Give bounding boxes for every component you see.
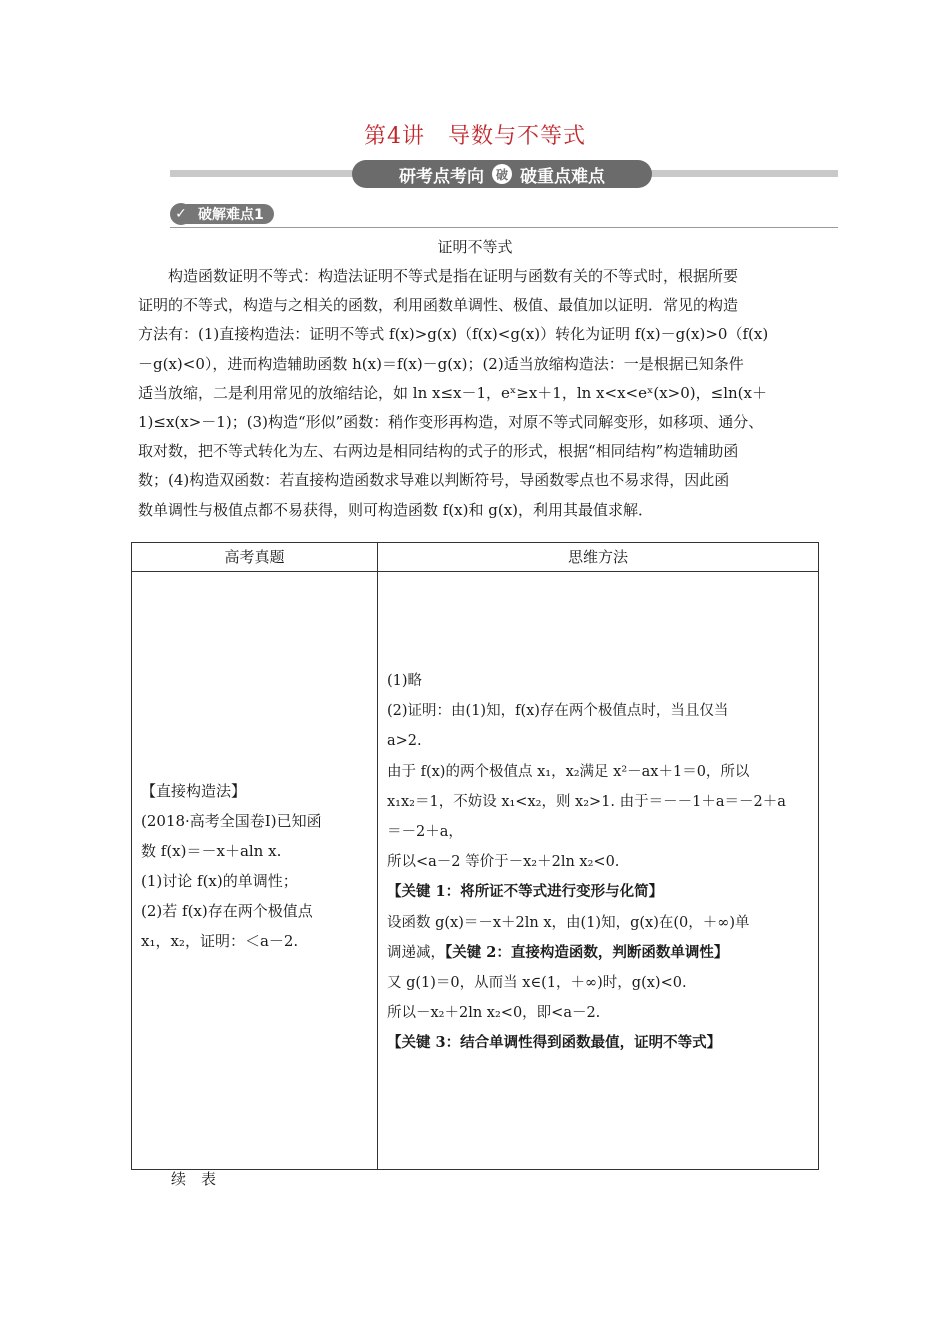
key-point-1: 【关键 1：将所证不等式进行变形与化简】 bbox=[387, 883, 664, 901]
method-line: a>2. bbox=[387, 733, 422, 750]
table-header-exam: 高考真题 bbox=[224, 548, 285, 566]
banner-pill bbox=[352, 160, 652, 188]
intro-line: 方法有：(1)直接构造法：证明不等式 f(x)>g(x)（f(x)<g(x)）转化为证明 f(x)－g(x)>0（f(x) bbox=[138, 325, 769, 344]
method-line: 又 g(1)＝0，从而当 x∈(1，＋∞)时，g(x)<0. bbox=[387, 975, 687, 992]
method-line: 设函数 g(x)＝－x＋2ln x，由(1)知，g(x)在(0，＋∞)单 bbox=[387, 914, 750, 931]
key-point-2: 【关键 2：直接构造函数，判断函数单调性】 bbox=[445, 943, 729, 961]
intro-line: 适当放缩，二是利用常见的放缩结论，如 ln x≤x－1，eˣ≥x＋1，ln x<x<eˣ(x>0)，≤ln(x＋ bbox=[138, 383, 767, 402]
method-table bbox=[131, 542, 819, 1170]
intro-line: 构造函数证明不等式：构造法证明不等式是指在证明与函数有关的不等式时，根据所要 bbox=[138, 267, 739, 285]
continued-label: 续 表 bbox=[171, 1170, 217, 1188]
method-line: ＝－2＋a， bbox=[387, 824, 463, 841]
difficulty-tag bbox=[170, 202, 274, 226]
banner-left-text: 研考点考向 bbox=[399, 166, 484, 187]
intro-line: 1)≤x(x>－1)；(3)构造“形似”函数：稍作变形再构造，对原不等式同解变形，如移项、通分、 bbox=[138, 413, 764, 432]
method-line: x₁x₂＝1，不妨设 x₁<x₂，则 x₂>1. 由于＝－－1＋a＝－2＋a bbox=[387, 793, 786, 810]
exam-problem-cell bbox=[141, 776, 369, 956]
intro-line: 数单调性与极值点都不易获得，则可构造函数 f(x)和 g(x)，利用其最值求解． bbox=[138, 500, 654, 519]
exam-line: x₁，x₂，证明：＜a－2. bbox=[141, 932, 299, 950]
section-banner bbox=[170, 160, 838, 188]
column-divider bbox=[377, 543, 378, 1169]
exam-line: 【直接构造法】 bbox=[141, 782, 247, 800]
key-point-3: 【关键 3：结合单调性得到函数最值，证明不等式】 bbox=[387, 1034, 722, 1052]
method-line: 所以<a－2 等价于－x₂＋2ln x₂<0. bbox=[387, 854, 620, 871]
exam-line: 数 f(x)＝－x＋aln x. bbox=[141, 842, 282, 860]
difficulty-label: 破解难点1 bbox=[186, 204, 274, 224]
exam-line: (2018·高考全国卷Ⅰ)已知函 bbox=[141, 812, 322, 830]
intro-line: 数；(4)构造双函数：若直接构造函数求导难以判断符号，导函数零点也不易求得，因此函 bbox=[138, 471, 730, 490]
intro-line: 证明的不等式，构造与之相关的函数，利用函数单调性、极值、最值加以证明．常见的构造 bbox=[138, 296, 739, 315]
intro-line: 取对数，把不等式转化为左、右两边是相同结构的式子的形式，根据“相同结构”构造辅助函 bbox=[138, 442, 739, 461]
method-line: (1)略 bbox=[387, 673, 423, 689]
exam-line: (2)若 f(x)存在两个极值点 bbox=[141, 902, 313, 920]
exam-line: (1)讨论 f(x)的单调性； bbox=[141, 872, 298, 890]
page-title: 第4讲 导数与不等式 bbox=[364, 124, 586, 149]
tag-underline bbox=[170, 227, 838, 228]
banner-badge: 破 bbox=[492, 164, 512, 184]
method-line: 由于 f(x)的两个极值点 x₁，x₂满足 x²－ax＋1＝0，所以 bbox=[387, 763, 750, 780]
table-header-method: 思维方法 bbox=[567, 548, 628, 566]
method-line: (2)证明：由(1)知，f(x)存在两个极值点时，当且仅当 bbox=[387, 703, 729, 720]
intro-paragraph bbox=[138, 262, 816, 525]
check-icon: ✓ bbox=[170, 203, 192, 225]
intro-line: －g(x)<0），进而构造辅助函数 h(x)＝f(x)－g(x)；(2)适当放缩构造法：一是根据已知条件 bbox=[138, 354, 744, 373]
method-cell bbox=[387, 666, 812, 1059]
subheading: 证明不等式 bbox=[437, 238, 513, 256]
method-line: 所以－x₂＋2ln x₂<0，即<a－2. bbox=[387, 1005, 601, 1022]
banner-right-text: 破重点难点 bbox=[520, 166, 605, 187]
key-point-2-line: 调递减，【关键 2：直接构造函数，判断函数单调性】 bbox=[387, 943, 729, 961]
header-divider bbox=[132, 571, 818, 572]
